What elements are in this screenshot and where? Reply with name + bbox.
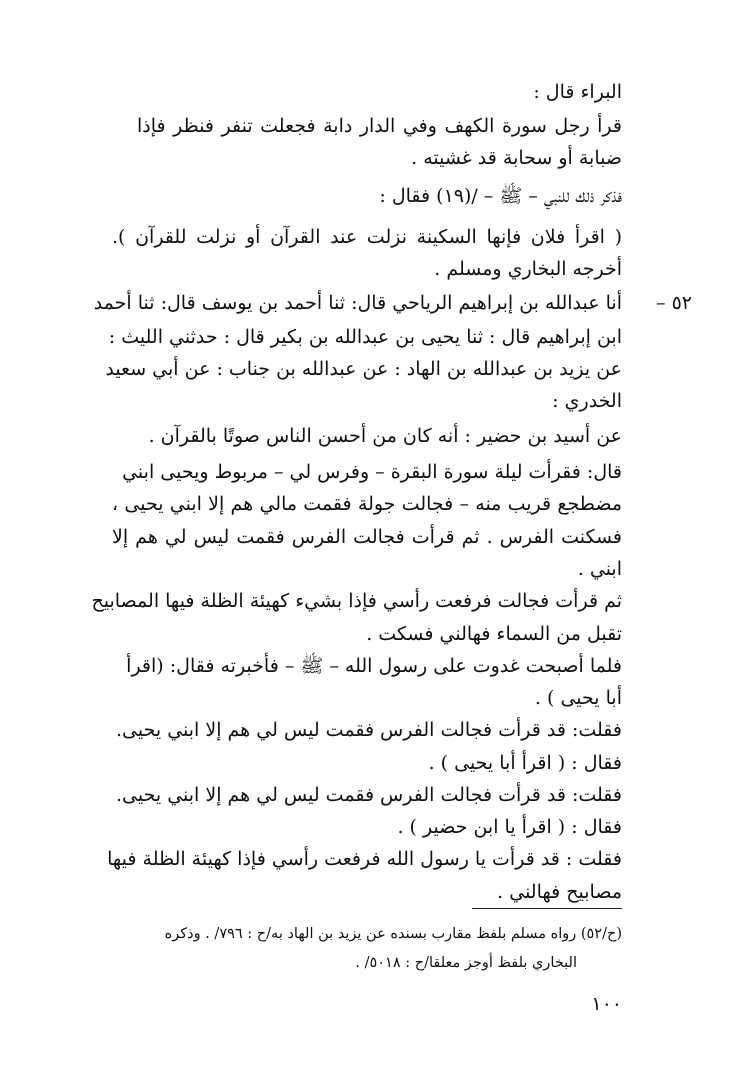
text-line-2: قرأ رجل سورة الكهف وفي الدار دابة فجعلت تنفر فنظر فإذا: [137, 115, 622, 137]
text-line-24: فقلت : قد قرأت يا رسول الله فرفعت رأسي فإذا كهيئة الظلة فيها: [107, 848, 622, 870]
text-line-10: الخدري :: [552, 390, 622, 412]
text-line-14: فسكنت الفرس . ثم قرأت فجالت الفرس فقمت ليس لي هم إلا: [112, 526, 622, 548]
text-line-11: عن أسيد بن حضير : أنه كان من أحسن الناس صوتًا بالقرآن .: [148, 425, 622, 447]
text-line-5: ( اقرأ فلان فإنها السكينة نزلت عند القرآن أو نزلت للقرآن ).: [112, 226, 622, 248]
footnote-line-2: البخاري بلفظ أوجز معلقا/ح : ٥٠١٨/ .: [355, 955, 577, 971]
text-line-21: فقال : ( اقرأ أبا يحيى ) .: [428, 752, 622, 774]
text-line-19: أبا يحيى ) .: [534, 687, 622, 709]
text-line-22: فقلت: قد قرأت فجالت الفرس فقمت ليس لي هم إلا ابني يحيى.: [116, 784, 622, 806]
text-line-23: فقال : ( اقرأ يا ابن حضير ) .: [397, 816, 622, 838]
text-line-16: ثم قرأت فجالت فرفعت رأسي فإذا بشيء كهيئة الظلة فيها المصابيح: [91, 590, 622, 612]
text-line-25: مصابيح فهالني .: [497, 881, 622, 903]
text-line-6: أخرجه البخاري ومسلم .: [434, 258, 622, 280]
footnote-separator: [472, 908, 622, 909]
text-line-4: فذكر ذلك للنبي – ﷺ – /(١٩) فقال :: [379, 185, 622, 207]
text-line-12: قال: فقرأت ليلة سورة البقرة – وفرس لي – مربوط ويحيى ابني: [122, 461, 622, 483]
item-number: ٥٢ –: [656, 292, 692, 314]
text-line-8: ابن إبراهيم قال : ثنا يحيى بن عبدالله بن بكير قال : حدثني الليث :: [108, 326, 622, 348]
text-line-9: عن يزيد بن عبدالله بن الهاد : عن عبدالله بن جناب : عن أبي سعيد: [105, 358, 622, 380]
footnote-line-1: (ح/٥٢) رواه مسلم بلفظ مقارب بسنده عن يزيد بن الهاد به/ح : ٧٩٦/ . وذكره: [164, 926, 622, 942]
text-line-13: مضطجع قريب منه – فجالت جولة فقمت مالي هم إلا ابني يحيى ،: [112, 493, 622, 515]
page-number: ١٠٠: [591, 993, 622, 1015]
text-line-7: أنا عبدالله بن إبراهيم الرياحي قال: ثنا أحمد بن يوسف قال: ثنا أحمد: [93, 292, 622, 314]
text-line-3: ضبابة أو سحابة قد غشيته .: [411, 147, 622, 169]
text-line-18: فلما أصبحت غدوت على رسول الله – ﷺ – فأخبرته فقال: (اقرأ: [126, 655, 622, 677]
text-line-17: تقبل من السماء فهالني فسكت .: [366, 623, 622, 645]
text-line-15: ابني .: [577, 558, 622, 580]
text-line-1: البراء قال :: [533, 81, 622, 103]
text-line-20: فقلت: قد قرأت فجالت الفرس فقمت ليس لي هم إلا ابني يحيى.: [116, 719, 622, 741]
